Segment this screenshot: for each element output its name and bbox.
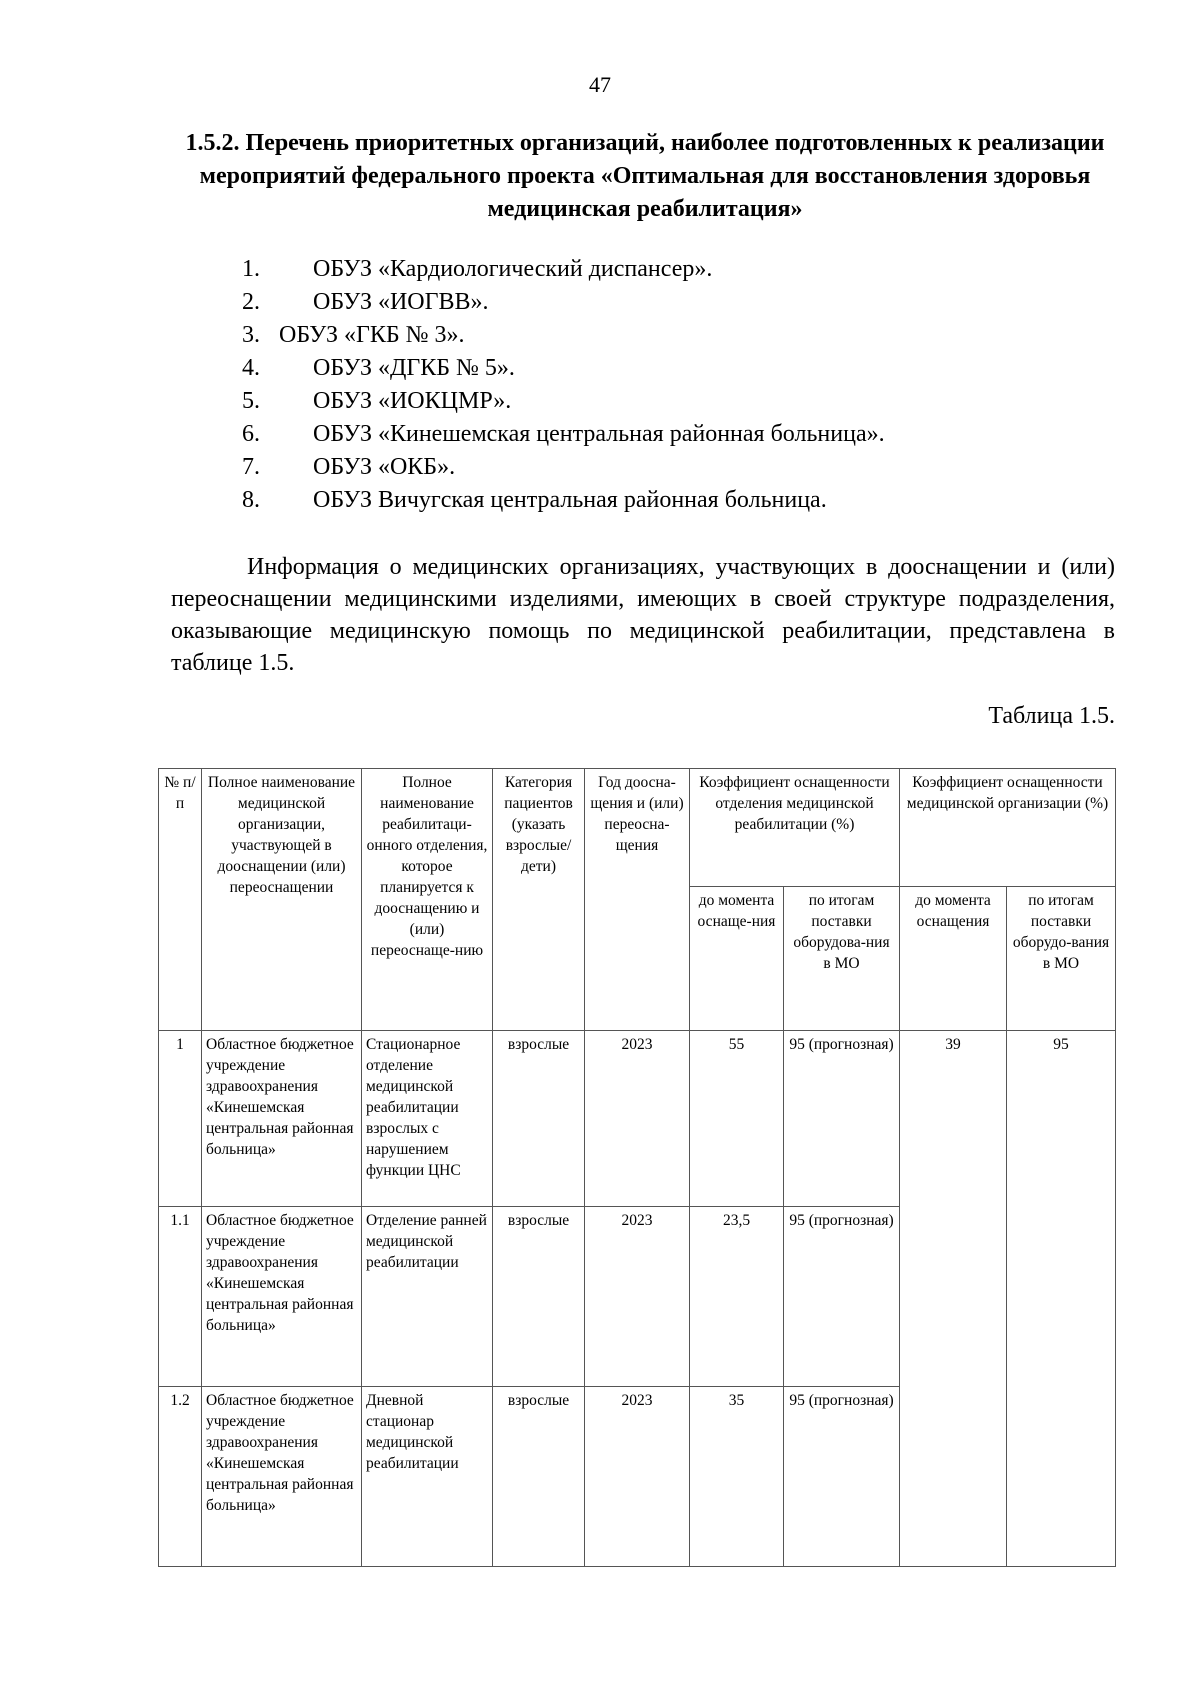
list-item-number: 1.: [242, 256, 260, 282]
header-dept-before: до момента оснаще-ния: [690, 887, 784, 1031]
table-header-row: [159, 769, 1116, 887]
header-org-coefficient: Коэффициент оснащенности медицинской организации (%): [900, 769, 1116, 887]
list-item: [242, 319, 885, 352]
list-item: [242, 286, 885, 319]
cell-dept: Дневной стационар медицинской реабилитации: [362, 1387, 493, 1567]
list-item: [242, 253, 885, 286]
list-item: [242, 352, 885, 385]
list-item-number: 3.: [242, 322, 260, 348]
cell-num: 1.1: [159, 1207, 202, 1387]
header-dept-coefficient: Коэффициент оснащенности отделения медицинской реабилитации (%): [690, 769, 900, 887]
cell-dept-after: 95 (прогнозная): [784, 1031, 900, 1207]
list-item: [242, 484, 885, 517]
list-item-text: ОБУЗ «ОКБ».: [313, 454, 456, 480]
list-item-text: ОБУЗ «ИОКЦМР».: [313, 388, 512, 414]
list-item-text: ОБУЗ «Кинешемская центральная районная больница».: [313, 421, 885, 447]
cell-org: Областное бюджетное учреждение здравоохранения «Кинешемская центральная районная больница»: [202, 1387, 362, 1567]
cell-year: 2023: [585, 1387, 690, 1567]
cell-dept-after: 95 (прогнозная): [784, 1387, 900, 1567]
cell-num: 1: [159, 1031, 202, 1207]
list-item-number: 5.: [242, 388, 260, 414]
cell-org: Областное бюджетное учреждение здравоохранения «Кинешемская центральная районная больница»: [202, 1207, 362, 1387]
organization-list: [242, 253, 885, 517]
list-item: [242, 418, 885, 451]
equipment-table: [158, 768, 1116, 1567]
cell-dept-before: 55: [690, 1031, 784, 1207]
list-item-number: 7.: [242, 454, 260, 480]
cell-dept-before: 23,5: [690, 1207, 784, 1387]
cell-dept-before: 35: [690, 1387, 784, 1567]
header-dept-after: по итогам поставки оборудова-ния в МО: [784, 887, 900, 1031]
cell-org-after: 95: [1007, 1031, 1116, 1567]
header-category: Категория пациентов (указать взрослые/ дети): [493, 769, 585, 1031]
list-item-number: 2.: [242, 289, 260, 315]
header-org-after: по итогам поставки оборудо-вания в МО: [1007, 887, 1116, 1031]
intro-paragraph: Информация о медицинских организациях, участвующих в дооснащении и (или) переоснащении медицинскими изделиями, имеющих в своей структуре подразделения, оказывающие медицинскую помощь по медицинской реабилитации, представлена в таблице 1.5.: [171, 554, 1115, 676]
cell-dept-after: 95 (прогнозная): [784, 1207, 900, 1387]
table-caption: Таблица 1.5.: [988, 703, 1115, 729]
cell-year: 2023: [585, 1031, 690, 1207]
table-row: [159, 1031, 1116, 1207]
list-item-text: ОБУЗ «Кардиологический диспансер».: [313, 256, 713, 282]
cell-year: 2023: [585, 1207, 690, 1387]
cell-num: 1.2: [159, 1387, 202, 1567]
list-item-number: 4.: [242, 355, 260, 381]
section-heading: 1.5.2. Перечень приоритетных организаций, наиболее подготовленных к реализации мероприятий федерального проекта «Оптимальная для восстановления здоровья медицинская реабилитация»: [185, 130, 1105, 222]
cell-dept: Отделение ранней медицинской реабилитации: [362, 1207, 493, 1387]
header-dept-name: Полное наименование реабилитаци-онного отделения, которое планируется к дооснащению и (или) переоснаще-нию: [362, 769, 493, 1031]
list-item: [242, 385, 885, 418]
cell-category: взрослые: [493, 1387, 585, 1567]
list-item-text: ОБУЗ Вичугская центральная районная больница.: [313, 487, 827, 513]
header-org-before: до момента оснащения: [900, 887, 1007, 1031]
list-item-number: 8.: [242, 487, 260, 513]
cell-dept: Стационарное отделение медицинской реабилитации взрослых с нарушением функции ЦНС: [362, 1031, 493, 1207]
list-item-text: ОБУЗ «ДГКБ № 5».: [313, 355, 515, 381]
list-item-text: ОБУЗ «ГКБ № 3».: [279, 322, 465, 348]
page-number: 47: [589, 72, 611, 97]
cell-org-before: 39: [900, 1031, 1007, 1567]
list-item: [242, 451, 885, 484]
cell-category: взрослые: [493, 1207, 585, 1387]
cell-org: Областное бюджетное учреждение здравоохранения «Кинешемская центральная районная больница»: [202, 1031, 362, 1207]
cell-category: взрослые: [493, 1031, 585, 1207]
list-item-text: ОБУЗ «ИОГВВ».: [313, 289, 489, 315]
header-num: № п/п: [159, 769, 202, 1031]
list-item-number: 6.: [242, 421, 260, 447]
header-year: Год доосна-щения и (или) переосна-щения: [585, 769, 690, 1031]
header-org-name: Полное наименование медицинской организации, участвующей в дооснащении (или) переоснащении: [202, 769, 362, 1031]
